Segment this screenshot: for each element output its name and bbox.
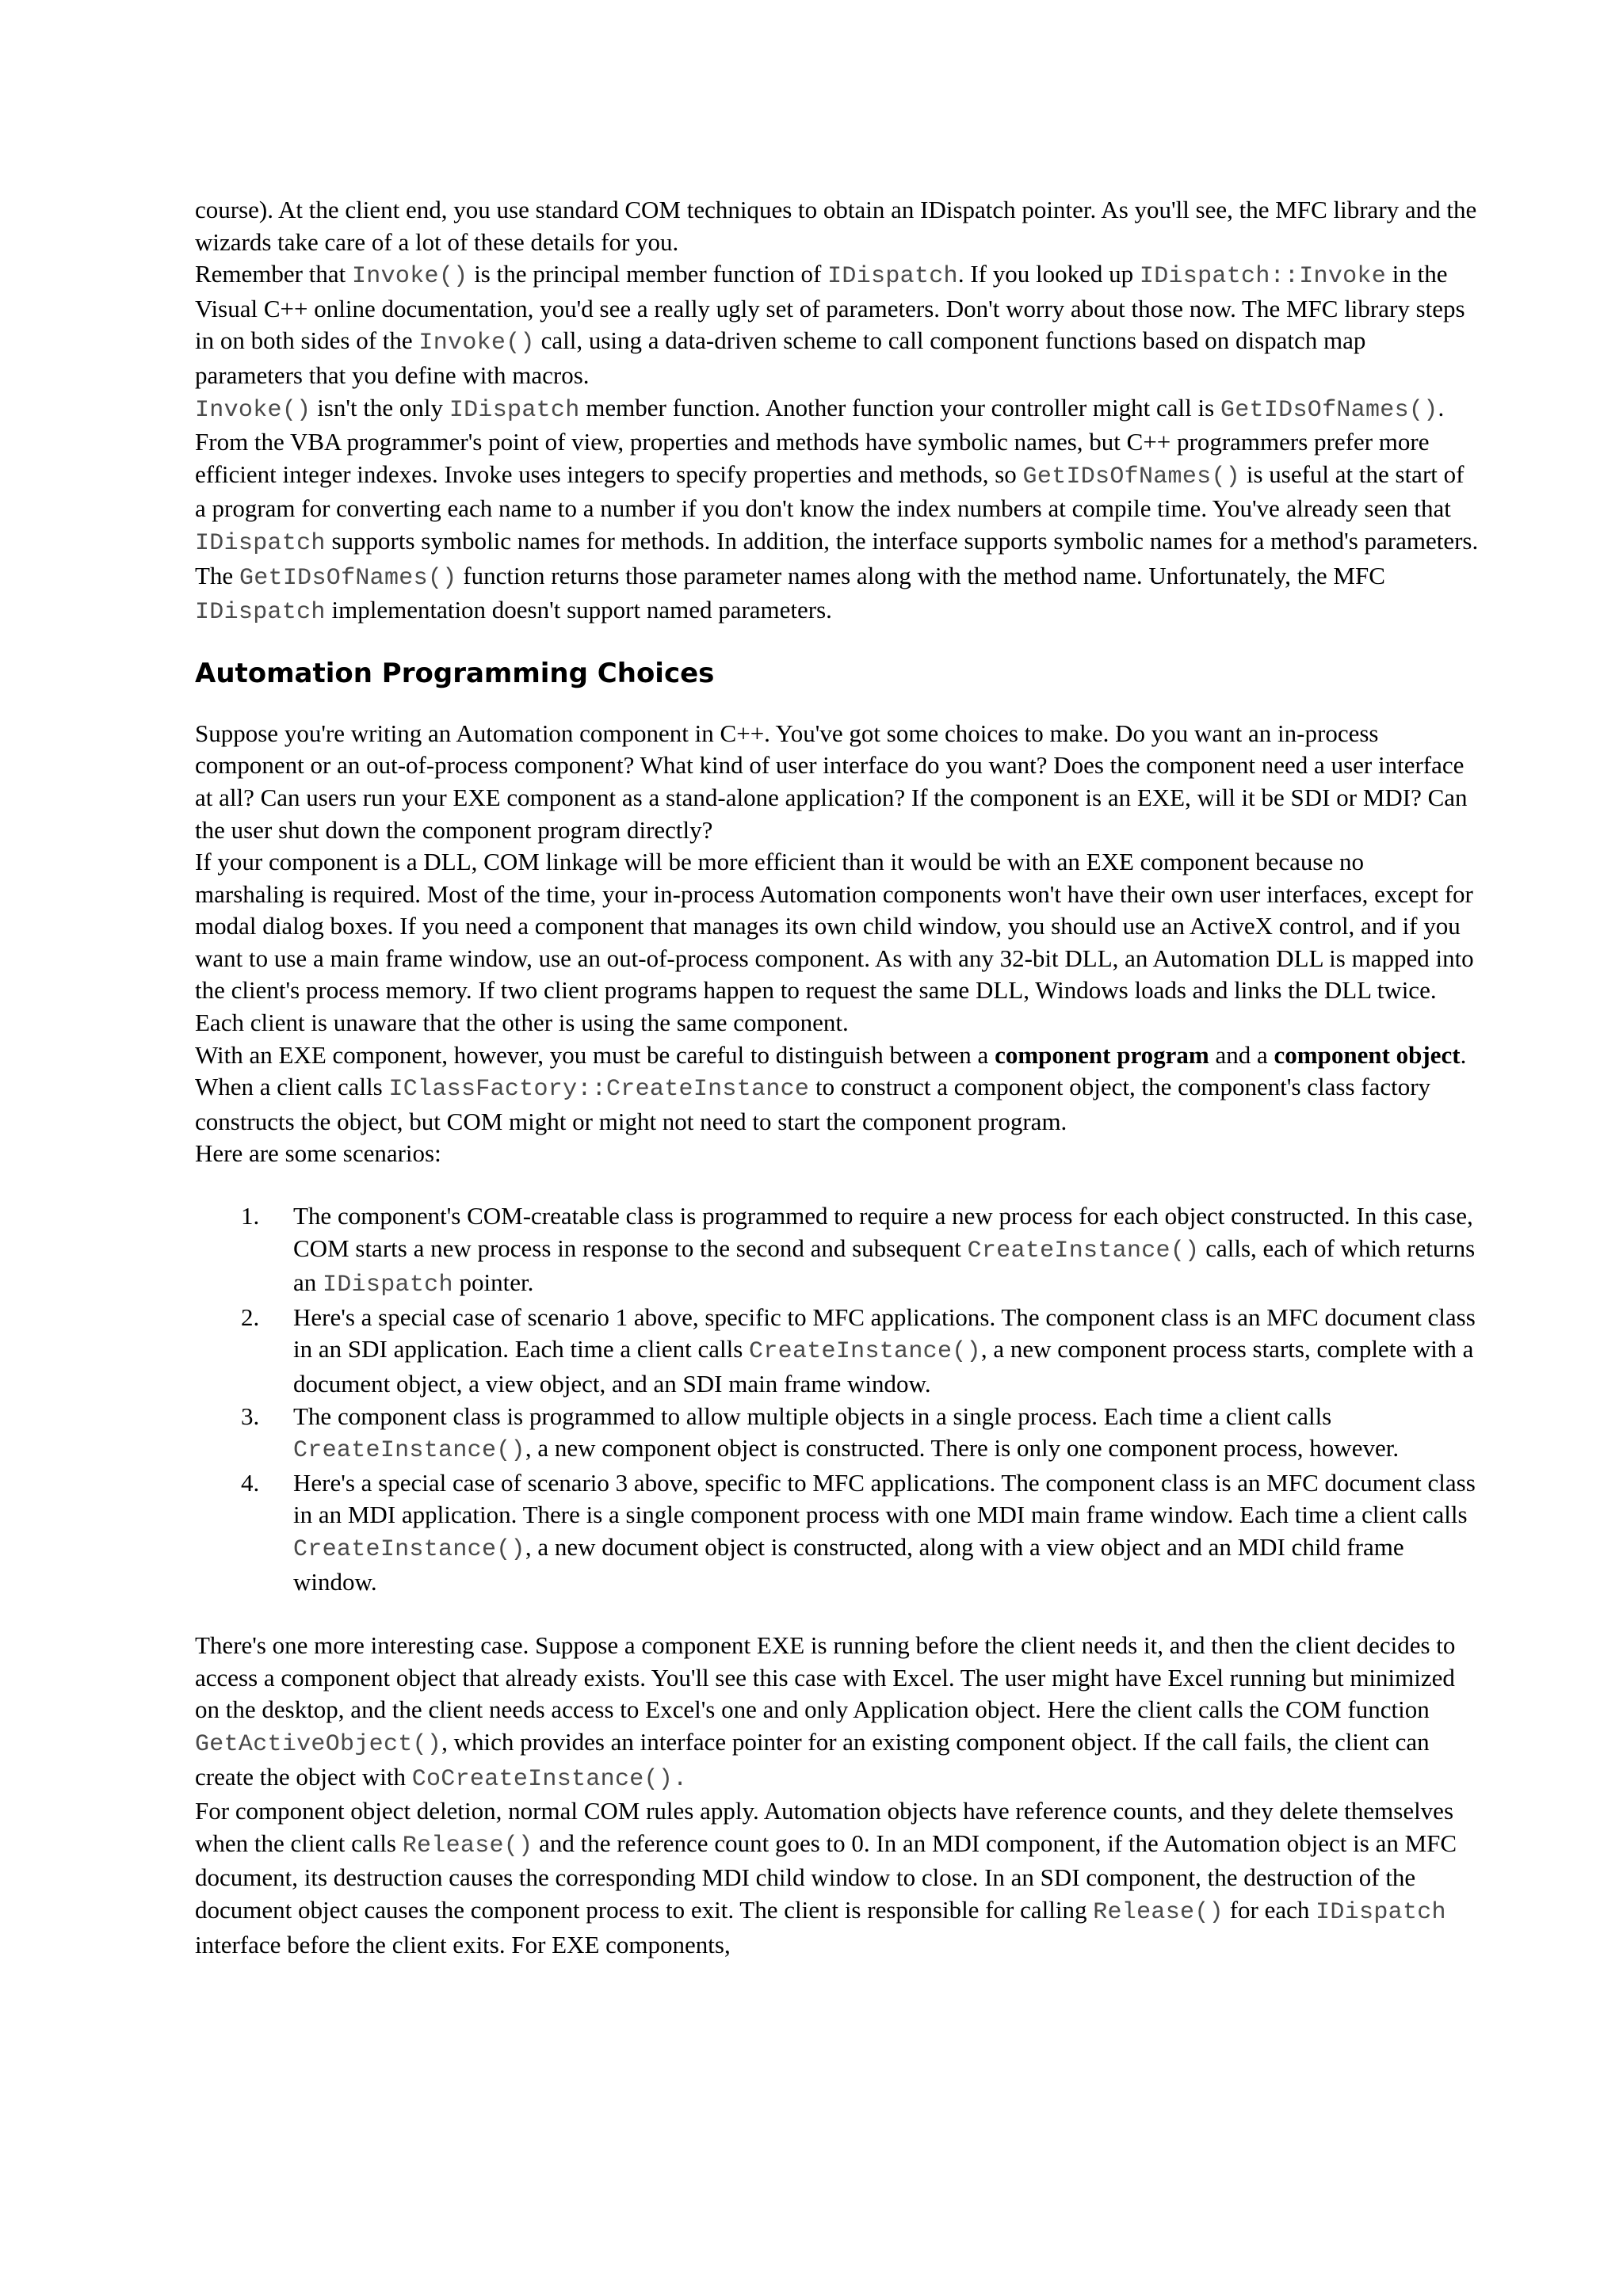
text-run: Here's a special case of scenario 1 above, specific to MFC applications. The component class is an MFC document class in an SDI application. Each time a client calls [293,1302,1476,1363]
code-identifier: IDispatch [323,1272,453,1299]
code-identifier: Invoke() [352,263,468,291]
code-identifier: Release() [1093,1898,1224,1926]
paragraph-choices [195,718,1479,846]
text-run: The component class is programmed to allow multiple objects in a single process. Each time a client calls [293,1402,1332,1430]
code-identifier: Invoke() [418,330,535,357]
text-run: and a [1209,1040,1274,1069]
text-run: isn't the only [311,393,449,421]
code-identifier: IDispatch [827,263,958,291]
text-run: , a new document object is constructed, along with a view object and an MDI child frame window. [293,1532,1404,1596]
text-run: Suppose you're writing an Automation component in C++. You've got some choices to make. Do you want an in-process component or an out-of-process component? What kind of user interface do you want? Does the component need a user interface at all? Can users run your EXE component as a stand-alone application? If the component is an EXE, will it be SDI or MDI? Can the user shut down the component program directly? [195,719,1468,844]
code-identifier: IClassFactory::CreateInstance [388,1076,810,1104]
text-run: course). At the client end, you use standard COM techniques to obtain an IDispatch pointer. As you'll see, the MFC library and the wizards take care of a lot of these details for you. [195,196,1477,256]
code-identifier: CreateInstance() [749,1338,981,1366]
text-run: There's one more interesting case. Suppose a component EXE is running before the client needs it, and then the client decides to access a component object that already exists. You'll see this case with Excel. The user might have Excel running but minimized on the desktop, and the client needs access to Excel's one and only Application object. Here the client calls the COM function [195,1631,1456,1724]
text-run: , a new component object is constructed. There is only one component process, however. [525,1434,1400,1463]
text-run: , which provides an interface pointer for an existing component object. If the call fails, the client can create the object with [195,1727,1430,1791]
text-run: The component's COM-creatable class is programmed to require a new process for each object constructed. In this case, COM starts a new process in response to the second and subsequent [293,1202,1473,1262]
code-identifier: CreateInstance() [293,1437,525,1465]
text-run: With an EXE component, however, you must be careful to distinguish between a [195,1040,995,1069]
scenario-list [195,1200,1479,1598]
text-run: , a new component process starts, complete with a document object, a view object, and an SDI main frame window. [293,1335,1474,1398]
paragraph-invoke [195,258,1479,391]
list-item-text [293,1469,1476,1596]
list-item [241,1200,1479,1302]
text-run: to construct a component object, the component's class factory constructs the object, but COM might or might not need to start the component program. [195,1073,1431,1135]
text-run: calls, each of which returns an [293,1234,1476,1297]
text-run: pointer. [453,1268,534,1297]
code-identifier: Invoke() [195,396,311,424]
text-run: in the Visual C++ online documentation, you'd see a really ugly set of parameters. Don't worry about those now. The MFC library steps in on both sides of the [195,260,1465,355]
text-run: . From the VBA programmer's point of view, properties and methods have symbolic names, but C++ programmers prefer more efficient integer indexes. Invoke uses integers to specify properties and methods, so [195,393,1445,488]
text-run: Remember that [195,260,352,288]
list-item-number: 3. [241,1402,260,1430]
list-item [241,1467,1479,1598]
bold-term: component object [1274,1040,1461,1069]
code-identifier: CreateInstance() [967,1237,1200,1264]
text-run: implementation doesn't support named parameters. [325,596,832,624]
text-run: for each [1223,1895,1316,1924]
list-item-number: 2. [241,1302,260,1331]
code-identifier: CreateInstance() [293,1535,525,1563]
list-item [241,1401,1479,1467]
code-identifier: GetIDsOfNames() [239,564,457,592]
text-run: Here are some scenarios: [195,1139,441,1168]
paragraph-scenarios-intro [195,1138,1479,1170]
paragraph-dispatch-intro [195,194,1479,258]
text-run: and the reference count goes to 0. In an MDI component, if the Automation object is an MFC document, its destruction causes the corresponding MDI child window to close. In an SDI component, the destruction of the document object causes the component process to exit. The client is responsible for calling [195,1829,1457,1924]
section-heading: Automation Programming Choices [195,657,715,689]
text-run: For component object deletion, normal COM rules apply. Automation objects have reference counts, and they delete themselves when the client calls [195,1797,1454,1857]
paragraph-dll-component [195,846,1479,1039]
text-run: is useful at the start of a program for converting each name to a number if you don't know the index numbers at compile time. You've already seen that [195,460,1465,523]
paragraph-object-deletion [195,1795,1479,1961]
text-run: . When a client calls [195,1040,1467,1101]
code-identifier: CoCreateInstance(). [411,1765,688,1793]
text-run: If your component is a DLL, COM linkage will be more efficient than it would be with an EXE component because no marshaling is required. Most of the time, your in-process Automation components won't have their own user interfaces, except for modal dialog boxes. If you need a component that manages its own child window, you should use an ActiveX control, and if you want to use a main frame window, use an out-of-process component. As with any 32-bit DLL, an Automation DLL is mapped into the client's process memory. If two client programs happen to request the same DLL, Windows loads and links the DLL twice. Each client is unaware that the other is using the same component. [195,848,1474,1037]
bold-term: component program [995,1040,1209,1069]
list-item-text [293,1303,1476,1398]
paragraph-existing-object [195,1630,1479,1795]
code-identifier: IDispatch [195,529,326,557]
text-run: interface before the client exits. For EXE components, [195,1930,731,1958]
code-identifier: IDispatch [195,599,326,627]
list-item-text [293,1402,1399,1463]
code-identifier: IDispatch [1316,1898,1446,1926]
code-identifier: GetIDsOfNames() [1220,396,1438,424]
text-run: member function. Another function your controller might call is [579,393,1220,421]
text-run: Here's a special case of scenario 3 above, specific to MFC applications. The component class is an MFC document class in an MDI application. There is a single component process with one MDI main frame window. Each time a client calls [293,1468,1476,1529]
code-identifier: GetActiveObject() [195,1730,442,1758]
text-run: is the principal member function of [468,260,828,288]
text-run: call, using a data-driven scheme to call component functions based on dispatch map parameters that you define with macros. [195,326,1366,389]
paragraph-exe-component [195,1039,1479,1138]
code-identifier: IDispatch::Invoke [1139,263,1387,291]
code-identifier: GetIDsOfNames() [1022,463,1241,490]
text-run: . If you looked up [957,260,1140,288]
text-run: function returns those parameter names along with the method name. Unfortunately, the MFC [456,561,1385,589]
code-identifier: Release() [402,1832,533,1859]
list-item-number: 1. [241,1202,260,1230]
list-item-number: 4. [241,1468,260,1497]
code-identifier: IDispatch [449,396,580,424]
text-run: supports symbolic names for methods. In addition, the interface supports symbolic names for a method's parameters. The [195,526,1479,589]
list-item [241,1302,1479,1401]
document-page [195,194,1479,1961]
paragraph-getidsofnames [195,392,1479,629]
list-item-text [293,1202,1476,1299]
